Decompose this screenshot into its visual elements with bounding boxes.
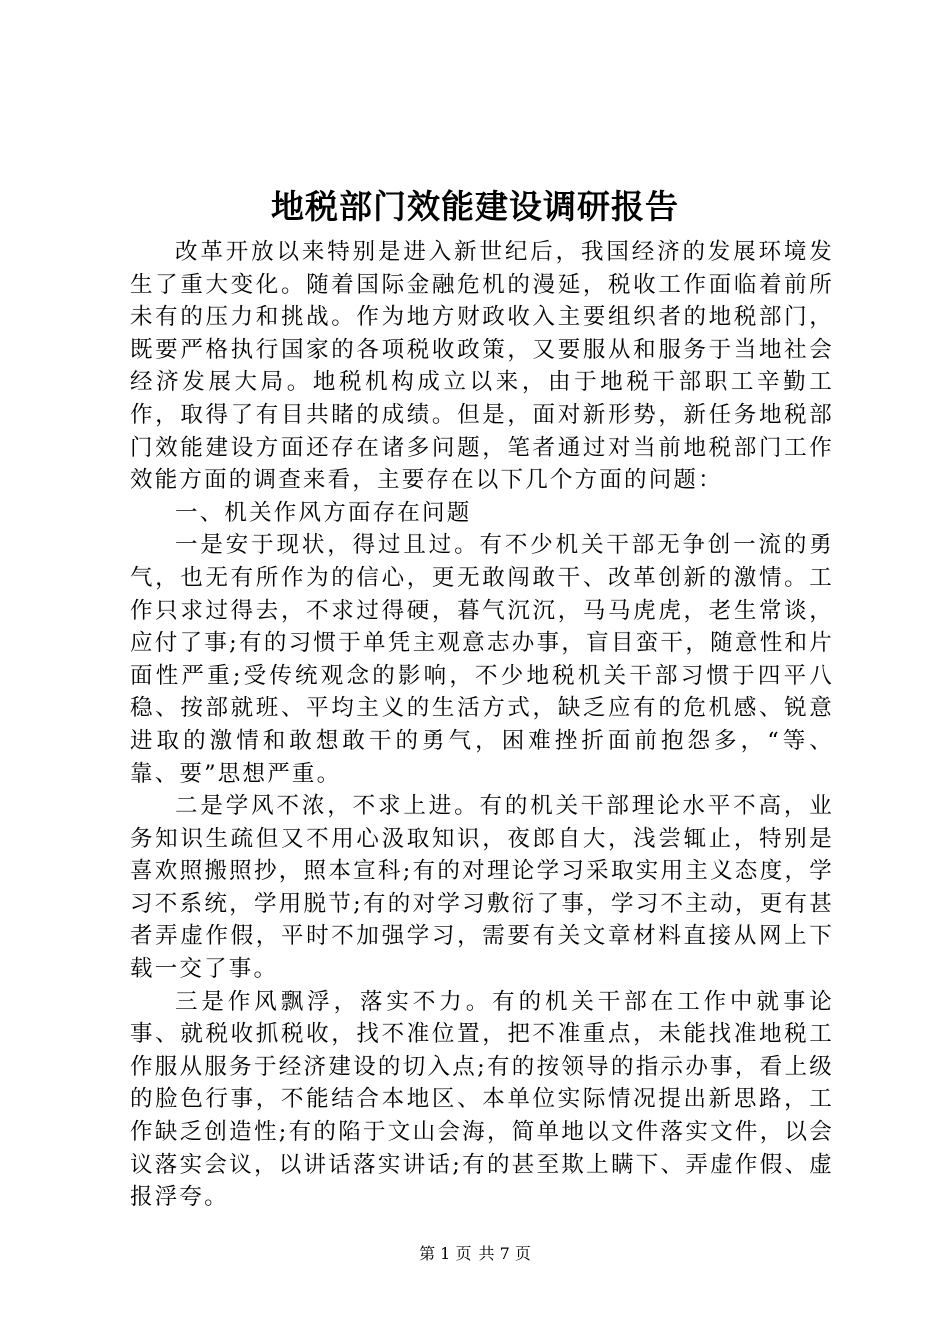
page-number: 第 1 页 bbox=[419, 1244, 472, 1263]
paragraph-point-three: 三是作风飘浮，落实不力。有的机关干部在工作中就事论事、就税收抓税收，找不准位置，把不准重点，未能找准地税工作服从服务于经济建设的切入点;有的按领导的指示办事，看上级的脸色行事，不能结合本地区、本单位实际情况提出新思路，工作缺乏创造性;有的陷于文山会海，简单地以文件落实文件，以会议落实会议，以讲话落实讲话;有的甚至欺上瞒下、弄虚作假、虚报浮夸。 bbox=[130, 988, 834, 1211]
paragraph-intro: 改革开放以来特别是进入新世纪后，我国经济的发展环境发生了重大变化。随着国际金融危机的漫延，税收工作面临着前所未有的压力和挑战。作为地方财政收入主要组织者的地税部门，既要严格执行国家的各项税收政策，又要服从和服务于当地社会经济发展大局。地税机构成立以来，由于地税干部职工辛勤工作，取得了有目共睹的成绩。但是，面对新形势，新任务地税部门效能建设方面还存在诸多问题，笔者通过对当前地税部门工作效能方面的调查来看，主要存在以下几个方面的问题： bbox=[130, 239, 834, 494]
section-heading: 一、机关作风方面存在问题 bbox=[175, 499, 472, 526]
document-title: 地税部门效能建设调研报告 bbox=[271, 187, 679, 226]
page-footer bbox=[0, 1243, 950, 1265]
paragraph-point-one: 一是安于现状，得过且过。有不少机关干部无争创一流的勇气，也无有所作为的信心，更无敢闯敢干、改革创新的激情。工作只求过得去，不求过得硬，暮气沉沉，马马虎虎，老生常谈，应付了事;有的习惯于单凭主观意志办事，盲目蛮干，随意性和片面性严重;受传统观念的影响，不少地税机关干部习惯于四平八稳、按部就班、平均主义的生活方式，缺乏应有的危机感、锐意进取的激情和敢想敢干的勇气，困难挫折面前抱怨多，“等、靠、要”思想严重。 bbox=[130, 532, 834, 787]
page-total: 共 7 页 bbox=[478, 1244, 531, 1263]
document-body bbox=[130, 236, 834, 1214]
paragraph-point-two: 二是学风不浓，不求上进。有的机关干部理论水平不高，业务知识生疏但又不用心汲取知识，夜郎自大，浅尝辄止，特别是喜欢照搬照抄，照本宣科;有的对理论学习采取实用主义态度，学习不系统，学用脱节;有的对学习敷衍了事，学习不主动，更有甚者弄虚作假，平时不加强学习，需要有关文章材料直接从网上下载一交了事。 bbox=[130, 793, 834, 983]
